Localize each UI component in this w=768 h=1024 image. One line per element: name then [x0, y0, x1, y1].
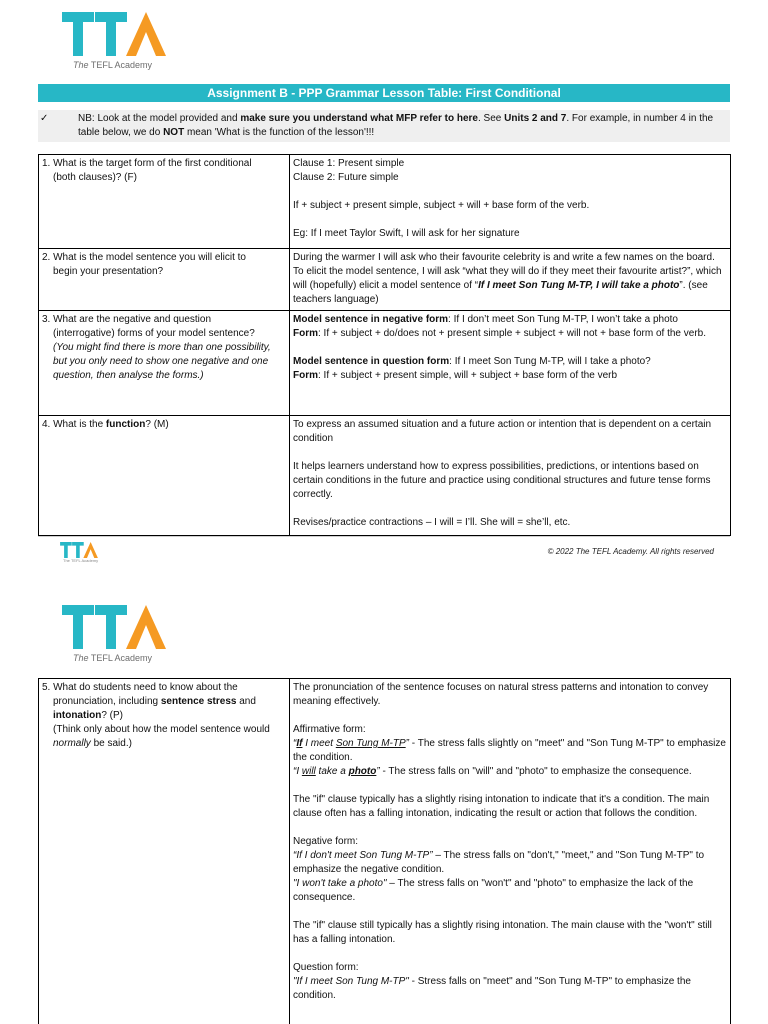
tta-logo-mark — [60, 542, 98, 558]
table-row — [39, 416, 731, 536]
lesson-table-page1 — [38, 154, 731, 536]
footer-divider — [38, 536, 730, 537]
tta-logo — [62, 12, 174, 74]
nb-note — [38, 110, 730, 142]
tta-tagline: The TEFL Academy — [63, 558, 99, 563]
table-row — [39, 249, 731, 311]
table-row — [39, 311, 731, 416]
table-row — [39, 155, 731, 249]
question-cell: 3. What are the negative and question (interrogative) forms of your model sentence? (You might find there is more than one possibility, but you only need to show one negative and one question, then analyse the forms.) — [39, 311, 290, 416]
table-row — [39, 679, 731, 1024]
tta-tagline: The TEFL Academy — [73, 653, 153, 663]
copyright-text: © 2022 The TEFL Academy. All rights reserved — [547, 547, 714, 556]
tta-logo-small — [60, 542, 100, 564]
question-cell: 2. What is the model sentence you will elicit to begin your presentation? — [39, 249, 290, 311]
question-cell: 5. What do students need to know about the pronunciation, including sentence stress and intonation? (P) (Think only about how the model sentence would normally be said.) — [39, 679, 290, 1024]
answer-cell: The pronunciation of the sentence focuses on natural stress patterns and intonation to convey meaning effectively. Affirmative form: “If I meet Son Tung M-TP” - The stress falls slightly on "meet" and "Son Tung M-TP" to emphasize the condition. “I will take a photo” - The stress falls on "will" and "photo" to emphasize the consequence. The "if" clause typically has a slightly rising intonation to indicate that it's a condition. The main clause often has a falling intonation, indicating the result or action that follows the condition. Negative form: “If I don't meet Son Tung M-TP” – The stress falls on "don't," "meet," and "Son Tung M-TP" to emphasize the negative condition. "I won't take a photo" – The stress falls on "won't" and "photo" to emphasize the lack of the consequence. The "if" clause still typically has a slightly rising intonation. The main clause with the "won't" still has a falling intonation. Question form: "If I meet Son Tung M-TP" - Stress falls on "meet" and "Son Tung M-TP" to emphasize the condition. — [290, 679, 731, 1024]
question-cell: 4. What is the function? (M) — [39, 416, 290, 536]
page-title: Assignment B - PPP Grammar Lesson Table: First Conditional — [38, 84, 730, 102]
answer-cell: To express an assumed situation and a future action or intention that is dependent on a certain condition It helps learners understand how to express possibilities, predictions, or intentions based on certain conditions in the future and practice using conditional structures and future tense forms correctly. Revises/practice contractions – I will = I’ll. She will = she’ll, etc. — [290, 416, 731, 536]
lesson-table-page2 — [38, 678, 731, 1024]
answer-cell: Clause 1: Present simple Clause 2: Future simple If + subject + present simple, subject + will + base form of the verb. Eg: If I meet Taylor Swift, I will ask for her signature — [290, 155, 731, 249]
tta-logo — [62, 605, 174, 667]
tta-tagline: The TEFL Academy — [73, 60, 153, 70]
tta-logo-mark — [62, 12, 166, 56]
checkmark-icon: ✓ — [40, 113, 49, 124]
answer-cell: Model sentence in negative form: If I don’t meet Son Tung M-TP, I won’t take a photo Form: If + subject + do/does not + present simple + subject + will not + base form of the verb. Model sentence in question form: If I meet Son Tung M-TP, will I take a photo? Form: If + subject + present simple, will + subject + base form of the verb — [290, 311, 731, 416]
tta-logo-mark — [62, 605, 166, 649]
nb-text: NB: Look at the model provided and make sure you understand what MFP refer to here. See Units 2 and 7. For example, in number 4 in the table below, we do NOT mean 'What is the function of the lesson'!!! — [78, 113, 714, 138]
question-cell: 1. What is the target form of the first conditional (both clauses)? (F) — [39, 155, 290, 249]
answer-cell: During the warmer I will ask who their favourite celebrity is and write a few names on the board. To elicit the model sentence, I will ask “what they will do if they meet their favourite artist?”, which will (hopefully) elicit a model sentence of “If I meet Son Tung M-TP, I will take a photo”. (see teachers language) — [290, 249, 731, 311]
